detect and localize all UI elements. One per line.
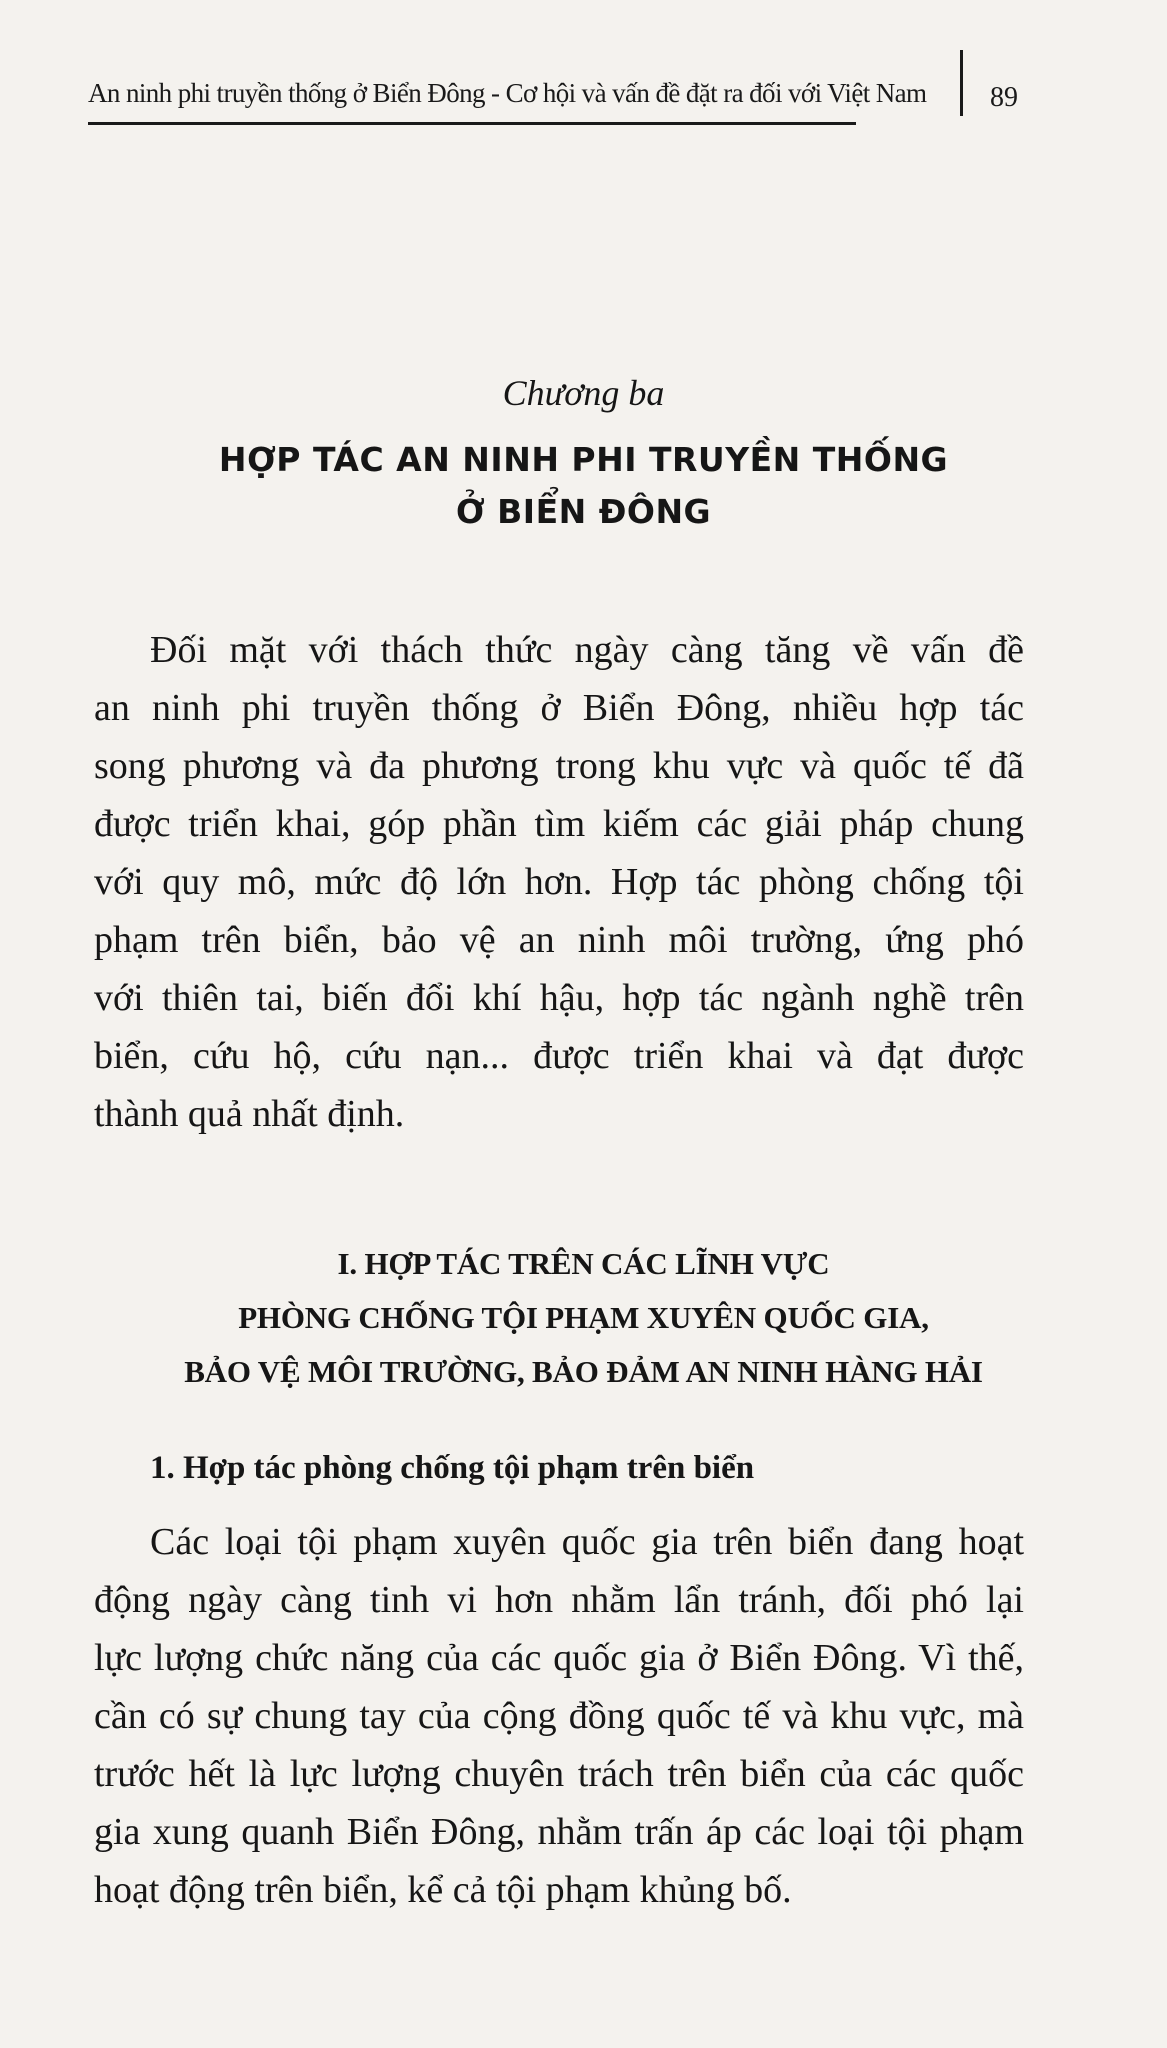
chapter-label: Chương ba: [502, 373, 665, 413]
paragraph-line: lực lượng chức năng của các quốc gia ở Biển Đông. Vì thế,: [94, 1637, 1024, 1679]
subsection-heading: 1. Hợp tác phòng chống tội phạm trên biển: [150, 1450, 755, 1486]
paragraph-line: hoạt động trên biển, kể cả tội phạm khủng bố.: [94, 1869, 792, 1911]
paragraph-line: trước hết là lực lượng chuyên trách trên biển của các quốc: [94, 1753, 1024, 1795]
section-heading-line-2: PHÒNG CHỐNG TỘI PHẠM XUYÊN QUỐC GIA,: [238, 1300, 929, 1335]
intro-line: phạm trên biển, bảo vệ an ninh môi trường, ứng phó: [94, 919, 1024, 961]
header-rule: [88, 122, 856, 125]
paragraph-line: gia xung quanh Biển Đông, nhằm trấn áp các loại tội phạm: [94, 1811, 1024, 1853]
intro-line: với quy mô, mức độ lớn hơn. Hợp tác phòng chống tội: [94, 861, 1024, 903]
page-number: 89: [990, 82, 1018, 113]
header-divider: [960, 50, 963, 116]
section-heading-line-3: BẢO VỆ MÔI TRƯỜNG, BẢO ĐẢM AN NINH HÀNG HẢI: [184, 1354, 983, 1389]
intro-line: được triển khai, góp phần tìm kiếm các giải pháp chung: [94, 803, 1024, 845]
intro-line: Đối mặt với thách thức ngày càng tăng về vấn đề: [150, 629, 1024, 671]
running-header: An ninh phi truyền thống ở Biển Đông - Cơ hội và vấn đề đặt ra đối với Việt Nam: [88, 78, 927, 108]
intro-line: biển, cứu hộ, cứu nạn... được triển khai và đạt được: [94, 1035, 1024, 1077]
paragraph-line: động ngày càng tinh vi hơn nhằm lẩn tránh, đối phó lại: [94, 1579, 1024, 1621]
paragraph-line: cần có sự chung tay của cộng đồng quốc tế và khu vực, mà: [94, 1695, 1024, 1737]
paragraph-line: Các loại tội phạm xuyên quốc gia trên biển đang hoạt: [150, 1521, 1024, 1563]
section-heading-line-1: I. HỢP TÁC TRÊN CÁC LĨNH VỰC: [337, 1246, 830, 1281]
intro-line: song phương và đa phương trong khu vực và quốc tế đã: [94, 745, 1024, 787]
intro-line: an ninh phi truyền thống ở Biển Đông, nhiều hợp tác: [94, 687, 1024, 729]
intro-line: với thiên tai, biến đổi khí hậu, hợp tác ngành nghề trên: [94, 977, 1024, 1019]
intro-line: thành quả nhất định.: [94, 1093, 405, 1135]
chapter-title-line-2: Ở BIỂN ĐÔNG: [455, 492, 712, 531]
chapter-title-line-1: HỢP TÁC AN NINH PHI TRUYỀN THỐNG: [218, 440, 949, 479]
